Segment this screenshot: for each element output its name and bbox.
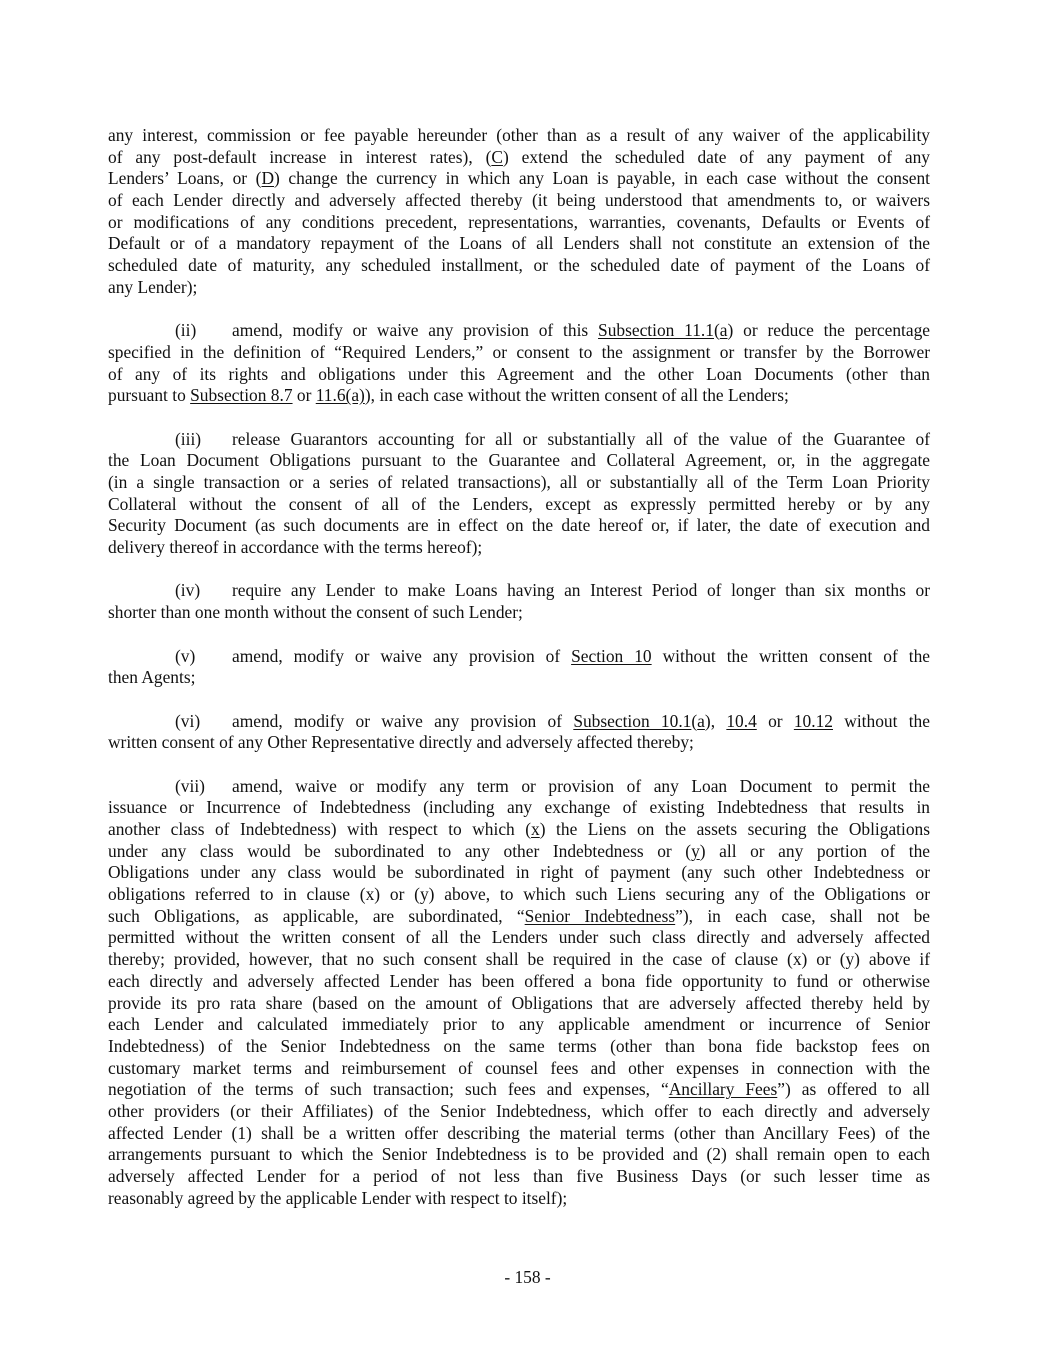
text-segment: pursuant to [108,385,191,406]
text-segment: (in a single transaction or a series of related transactions), all or substantially all of the Term Loan Priority [108,472,930,492]
text-line [108,906,930,928]
underlined-reference: a [719,320,728,341]
text-segment: Lenders’ Loans, or ( [108,168,262,189]
text-line [108,1166,930,1188]
underlined-reference: Ancillary Fees [668,1079,778,1100]
text-segment: of each Lender directly and adversely affected thereby (it being understood that amendments to, or waivers [108,190,930,211]
text-segment: thereby; provided, however, that no such consent shall be required in the case of clause (x) or (y) above if [108,949,930,970]
text-line [108,429,930,451]
text-segment: shorter than one month without the consent of such Lender; [108,602,523,623]
text-segment: without the [833,710,930,731]
text-line [108,580,930,602]
text-line [108,1144,930,1166]
underlined-reference: Subsection 10.1 [573,710,692,731]
text-line [108,884,930,906]
text-line [108,342,930,364]
underlined-reference: 10.12 [793,710,833,731]
text-segment: arrangements pursuant to which the Senior Indebtedness is to be provided and (2) shall remain open to each [108,1144,930,1165]
text-segment: specified in the definition of “Required Lenders,” or consent to the assignment or transfer by the Borrower [108,341,930,362]
text-line [108,667,930,689]
underlined-reference: Section 10 [571,645,652,666]
text-segment: scheduled date of maturity, any scheduled installment, or the scheduled date of payment of the Loans of [108,255,930,276]
text-line [108,1014,930,1036]
text-segment: ), [704,710,727,731]
text-segment: such Obligations, as applicable, are subordinated, “ [108,905,525,926]
text-line [108,711,930,733]
text-segment: of any post-default increase in interest rates), ( [108,146,492,167]
text-segment: written consent of any Other Representative directly and adversely affected thereby; [108,732,694,753]
underlined-reference: Subsection 8.7 [190,385,293,406]
paragraph-v [108,646,930,689]
text-segment: another class of Indebtedness) with respect to which ( [108,819,532,839]
text-segment: amend, modify or waive any provision of [232,710,574,731]
text-line [108,602,930,624]
text-segment: ”), in each case, shall not be [675,905,931,926]
text-line [108,1058,930,1080]
text-segment: ) change the currency in which any Loan is payable, in each case without the consent [274,168,930,189]
text-line [108,1188,930,1210]
text-segment: Security Document (as such documents are in effect on the date hereof or, if later, the date of execution and [108,515,930,536]
text-segment: or [292,385,316,406]
text-segment: Obligations under any class would be subordinated in right of payment (any such other Indebtedness or [108,862,930,883]
text-line [108,364,930,386]
text-segment: negotiation of the terms of such transaction; such fees and expenses, “ [108,1079,669,1100]
clause-label: (v) [175,645,196,666]
text-line [108,255,930,277]
text-segment: or [756,710,794,731]
text-line [108,732,930,754]
text-segment: each Lender and calculated immediately prior to any applicable amendment or incurrence of Senior [108,1014,930,1035]
underlined-reference: Senior Indebtedness [524,905,676,926]
text-line [108,515,930,537]
text-line [108,320,930,342]
document-body [108,125,930,1231]
text-segment: obligations referred to in clause (x) or (y) above, to which such Liens securing any of the Obligations or [108,884,930,905]
text-segment: any Lender); [108,276,198,297]
text-segment: Indebtedness) of the Senior Indebtedness on the same terms (other than bona fide backstop fees on [108,1035,930,1056]
text-segment: other providers (or their Affiliates) of the Senior Indebtedness, which offer to each directly and adversely [108,1100,930,1121]
text-segment: without the written consent of the [651,645,930,666]
text-segment: Collateral without the consent of all of the Lenders, except as expressly permitted hereby or by any [108,493,930,514]
text-segment: release Guarantors accounting for all or substantially all of the value of the Guarantee of [232,428,930,449]
text-segment: ) the Liens on the assets securing the Obligations [539,819,930,839]
text-segment: each directly and adversely affected Lender has been offered a bona fide opportunity to fund or otherwise [108,970,930,991]
text-line [108,993,930,1015]
text-line [108,776,930,798]
text-line [108,277,930,299]
text-segment: or modifications of any conditions precedent, representations, warranties, covenants, Defaults or Events of [108,211,930,232]
text-segment: ( [691,710,698,731]
text-segment: issuance or Incurrence of Indebtedness (including any exchange of existing Indebtedness that results in [108,797,930,818]
clause-label: (iv) [175,580,201,601]
text-line [108,147,930,169]
paragraph-iv [108,580,930,623]
text-line [108,1079,930,1101]
text-segment: delivery thereof in accordance with the terms hereof); [108,537,483,558]
paragraph-vii [108,776,930,1210]
text-segment: any interest, commission or fee payable hereunder (other than as a result of any waiver of the applicability [108,125,930,145]
text-segment: of any of its rights and obligations under this Agreement and the other Loan Documents (other than [108,363,930,384]
text-segment: amend, modify or waive any provision of [232,645,572,666]
clause-label: (iii) [175,428,202,449]
text-line [108,927,930,949]
text-segment: then Agents; [108,667,196,688]
text-segment: permitted without the written consent of all the Lenders under such class directly and adversely affected [108,927,930,948]
underlined-reference: D [261,168,275,189]
text-line [108,841,930,863]
text-segment: amend, waive or modify any term or provision of any Loan Document to permit the [232,775,930,796]
text-line [108,450,930,472]
text-segment: adversely affected Lender for a period of not less than five Business Days (or such lesser time as [108,1166,930,1186]
clause-label: (ii) [175,320,197,341]
text-line [108,646,930,668]
underlined-reference: x [531,819,540,839]
underlined-reference: 11.6(a) [315,385,365,406]
text-line [108,190,930,212]
text-segment: ) extend the scheduled date of any payment of any [502,146,930,167]
text-segment: ) all or any portion of the [699,840,930,861]
text-line [108,537,930,559]
text-line [108,819,930,841]
paragraph-ii [108,320,930,407]
underlined-reference: y [691,840,700,861]
text-segment: the Loan Document Obligations pursuant to the Guarantee and Collateral Agreement, or, in the aggregate [108,450,930,471]
underlined-reference: C [491,146,503,167]
text-segment: ), in each case without the written consent of all the Lenders; [364,385,789,406]
text-line [108,168,930,190]
text-line [108,385,930,407]
paragraph-iii [108,429,930,559]
paragraph-continued [108,125,930,299]
text-line [108,233,930,255]
text-line [108,1123,930,1145]
text-line [108,949,930,971]
text-line [108,797,930,819]
text-line [108,125,930,147]
text-line [108,1101,930,1123]
text-line [108,862,930,884]
text-line [108,971,930,993]
clause-label: (vi) [175,710,201,731]
underlined-reference: Subsection 11.1 [598,320,714,341]
text-segment: under any class would be subordinated to any other Indebtedness or ( [108,840,692,861]
text-line [108,472,930,494]
text-segment: require any Lender to make Loans having an Interest Period of longer than six months or [232,580,930,601]
text-segment: ”) as offered to all [777,1079,931,1100]
clause-label: (vii) [175,775,205,796]
text-line [108,494,930,516]
text-segment: amend, modify or waive any provision of this [232,320,599,341]
text-segment: affected Lender (1) shall be a written offer describing the material terms (other than Ancillary Fees) of the [108,1122,930,1143]
text-line [108,212,930,234]
text-segment: ( [713,320,720,341]
paragraph-vi [108,711,930,754]
page-number: - 158 - [504,1267,551,1287]
text-segment: reasonably agreed by the applicable Lender with respect to itself); [108,1187,568,1208]
text-line [108,1036,930,1058]
underlined-reference: a [697,710,705,731]
text-segment: ) or reduce the percentage [727,320,931,341]
underlined-reference: 10.4 [726,710,757,731]
text-segment: provide its pro rata share (based on the amount of Obligations that are adversely affected thereby held by [108,992,930,1013]
text-segment: Default or of a mandatory repayment of the Loans of all Lenders shall not constitute an extension of the [108,233,930,254]
text-segment: customary market terms and reimbursement of counsel fees and other expenses in connection with the [108,1057,930,1078]
